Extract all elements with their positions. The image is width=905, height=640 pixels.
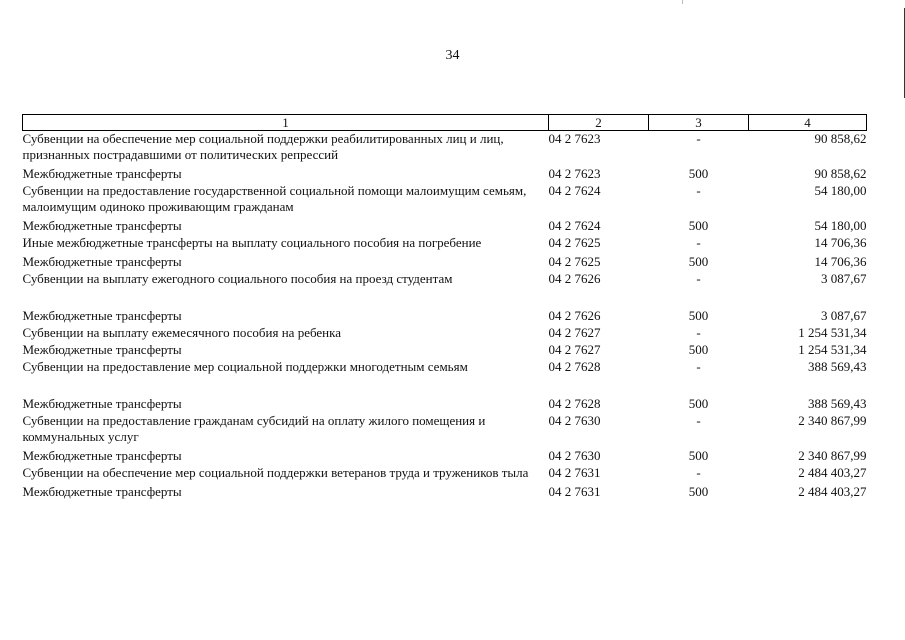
row-code: 04 2 7626	[548, 308, 601, 323]
row-code: 04 2 7624	[548, 218, 601, 233]
row-amount: 54 180,00	[814, 183, 867, 198]
row-code: 04 2 7628	[548, 396, 601, 411]
row-code: 04 2 7623	[548, 131, 601, 146]
row-type: 500	[688, 254, 709, 269]
row-type: 500	[688, 448, 709, 463]
row-code: 04 2 7627	[548, 342, 601, 357]
row-code: 04 2 7624	[548, 183, 601, 198]
table-header	[23, 115, 867, 131]
row-amount: 1 254 531,34	[798, 342, 867, 357]
row-type: 500	[688, 166, 709, 181]
row-name: Межбюджетные трансферты	[22, 484, 182, 499]
row-amount: 3 087,67	[821, 308, 867, 323]
row-amount: 54 180,00	[814, 218, 867, 233]
row-amount: 388 569,43	[808, 359, 867, 374]
table-row	[23, 218, 867, 235]
table-row	[23, 484, 867, 501]
row-type: 500	[688, 308, 709, 323]
table-row	[23, 254, 867, 271]
row-code: 04 2 7623	[548, 166, 601, 181]
row-name: Субвенции на выплату ежемесячного пособия на ребенка	[22, 325, 342, 340]
budget-table	[22, 114, 867, 501]
scan-mark	[682, 0, 683, 4]
row-name: Межбюджетные трансферты	[22, 396, 182, 411]
row-amount: 3 087,67	[821, 271, 867, 286]
row-code: 04 2 7631	[548, 465, 601, 480]
row-amount: 14 706,36	[814, 254, 867, 269]
table-row	[23, 183, 867, 218]
header-col-2: 2	[549, 115, 649, 131]
row-name: Межбюджетные трансферты	[22, 166, 182, 181]
row-name: Межбюджетные трансферты	[22, 218, 182, 233]
page-number: 34	[445, 48, 460, 63]
table-row	[23, 413, 867, 448]
row-amount: 1 254 531,34	[798, 325, 867, 340]
header-col-4: 4	[749, 115, 867, 131]
row-type: -	[696, 359, 701, 374]
row-code: 04 2 7630	[548, 413, 601, 428]
row-name: Межбюджетные трансферты	[22, 254, 182, 269]
row-type: -	[696, 235, 701, 250]
row-amount: 2 484 403,27	[798, 484, 867, 499]
row-type: -	[696, 465, 701, 480]
row-type: 500	[688, 396, 709, 411]
row-code: 04 2 7631	[548, 484, 601, 499]
table-row	[23, 342, 867, 359]
row-code: 04 2 7630	[548, 448, 601, 463]
row-name: Иные межбюджетные трансферты на выплату социального пособия на погребение	[22, 235, 482, 250]
row-code: 04 2 7627	[548, 325, 601, 340]
row-type: -	[696, 413, 701, 428]
row-code: 04 2 7625	[548, 235, 601, 250]
row-code: 04 2 7626	[548, 271, 601, 286]
row-name: Субвенции на выплату ежегодного социального пособия на проезд студентам	[22, 271, 453, 286]
row-name: Межбюджетные трансферты	[22, 448, 182, 463]
table-row	[23, 166, 867, 183]
row-type: -	[696, 325, 701, 340]
row-type: 500	[688, 218, 709, 233]
table-body	[23, 131, 867, 502]
row-amount: 90 858,62	[814, 131, 867, 146]
row-name: Субвенции на предоставление государственной социальной помощи малоимущим семьям, малоимущим одиноко проживающим гражданам	[22, 183, 527, 214]
row-name: Субвенции на предоставление мер социальной поддержки многодетным семьям	[22, 359, 468, 374]
row-type: -	[696, 183, 701, 198]
row-name: Субвенции на предоставление гражданам субсидий на оплату жилого помещения и коммунальных услуг	[22, 413, 486, 444]
table-row	[23, 448, 867, 465]
row-code: 04 2 7625	[548, 254, 601, 269]
table-row	[23, 325, 867, 342]
table-row	[23, 396, 867, 413]
row-type: -	[696, 131, 701, 146]
row-amount: 14 706,36	[814, 235, 867, 250]
row-name: Межбюджетные трансферты	[22, 342, 182, 357]
row-type: 500	[688, 484, 709, 499]
row-amount: 90 858,62	[814, 166, 867, 181]
row-name: Межбюджетные трансферты	[22, 308, 182, 323]
row-amount: 2 340 867,99	[798, 413, 867, 428]
row-name: Субвенции на обеспечение мер социальной поддержки реабилитированных лиц и лиц, признанных пострадавшими от политических репрессий	[22, 131, 504, 162]
row-amount: 2 484 403,27	[798, 465, 867, 480]
header-row	[23, 115, 867, 131]
row-type: -	[696, 271, 701, 286]
row-type: 500	[688, 342, 709, 357]
table-row	[23, 465, 867, 484]
table-row	[23, 271, 867, 308]
table-row	[23, 308, 867, 325]
table-row	[23, 235, 867, 254]
row-code: 04 2 7628	[548, 359, 601, 374]
header-col-3: 3	[649, 115, 749, 131]
table-row	[23, 131, 867, 167]
table-row	[23, 359, 867, 396]
row-amount: 388 569,43	[808, 396, 867, 411]
row-amount: 2 340 867,99	[798, 448, 867, 463]
header-col-1: 1	[23, 115, 549, 131]
row-name: Субвенции на обеспечение мер социальной поддержки ветеранов труда и тружеников тыла	[22, 465, 529, 480]
